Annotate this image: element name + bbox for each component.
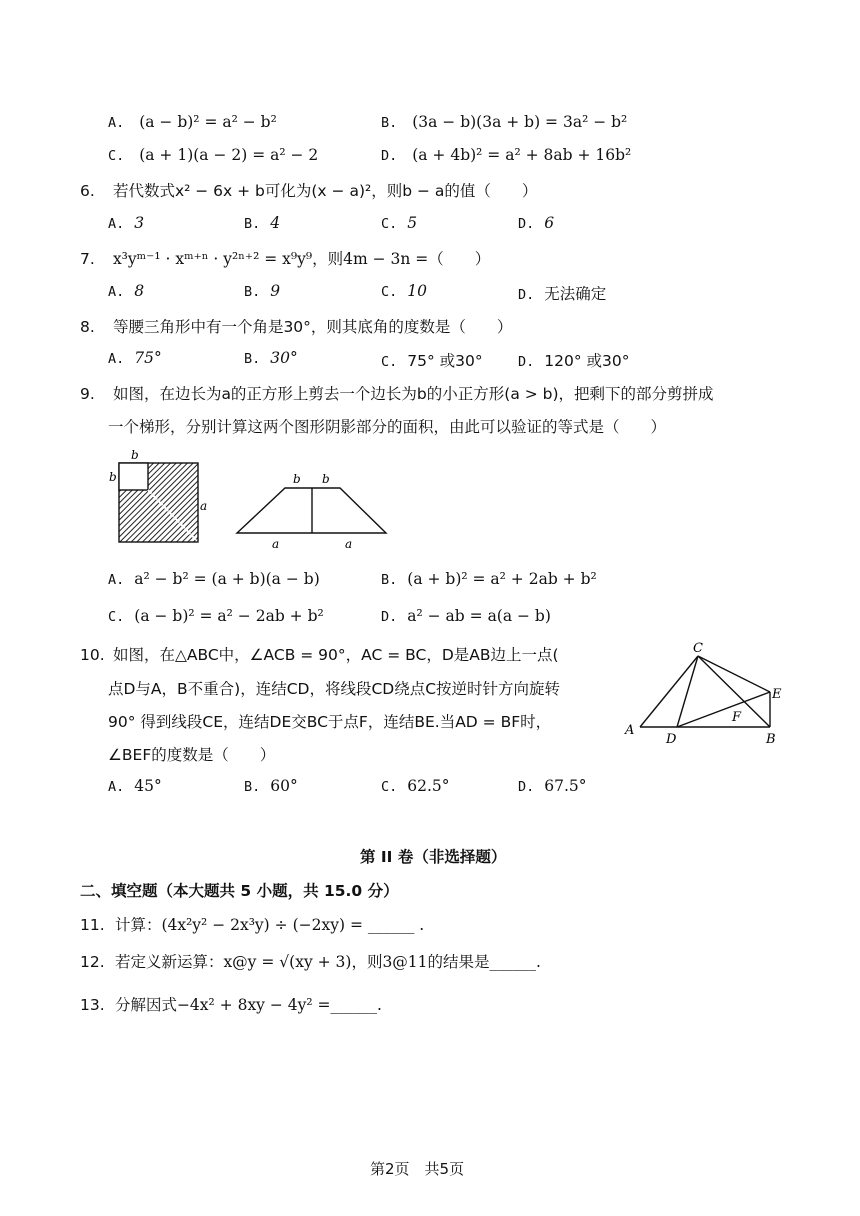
option-text: 4 — [270, 214, 281, 232]
question-text: 如图，在△ABC中，∠ACB = 90°，AC = BC，D是AB边上一点( — [112, 646, 559, 664]
q10-option-b — [244, 777, 298, 795]
question-text: 如图，在边长为a的正方形上剪去一个边长为b的小正方形(a > b)，把剩下的部分剪拼成 — [112, 385, 714, 403]
option-text: (3a − b)(3a + b) = 3a² − b² — [412, 113, 628, 131]
label-b-top: b — [131, 448, 139, 462]
point-label-b: B — [766, 732, 776, 747]
page-footer: 第2页 共5页 — [370, 1160, 465, 1178]
option-label: C. — [108, 609, 125, 625]
option-label: A. — [108, 779, 125, 795]
q6-option-a — [108, 214, 144, 232]
q10-option-d — [518, 777, 587, 795]
q6-option-d — [518, 214, 554, 232]
option-text: 30° — [270, 349, 298, 367]
option-text: 75° 或30° — [407, 352, 483, 370]
q7-option-b — [244, 282, 280, 300]
section-title: 第 II 卷（非选择题） — [360, 848, 507, 866]
option-label: C. — [108, 148, 125, 164]
option-text: 62.5° — [407, 777, 450, 795]
option-text: a² − ab = a(a − b) — [407, 607, 551, 625]
question-text: 若定义新运算：x@y = √(xy + 3)，则3@11的结果是______. — [114, 953, 541, 971]
option-label: C. — [381, 284, 398, 300]
q5-option-a — [108, 113, 277, 131]
question-text: 计算：(4x²y² − 2x³y) ÷ (−2xy) = ______ . — [114, 916, 425, 934]
option-text: 5 — [407, 214, 418, 232]
q7-option-d — [518, 282, 606, 304]
q5-option-d — [381, 146, 631, 164]
option-text: 45° — [134, 777, 162, 795]
option-text: 6 — [544, 214, 555, 232]
option-label: B. — [244, 779, 261, 795]
question-number: 8. — [80, 318, 95, 336]
point-label-a: A — [625, 723, 635, 738]
option-text: a² − b² = (a + b)(a − b) — [134, 570, 320, 588]
point-label-f: F — [732, 710, 742, 725]
q8-option-c — [381, 349, 483, 371]
option-label: D. — [518, 287, 535, 303]
option-label: B. — [244, 284, 261, 300]
question-text: 90° 得到线段CE，连结DE交BC于点F，连结BE.当AD = BF时， — [108, 713, 552, 731]
q13 — [80, 993, 382, 1015]
q9-square-figure — [100, 448, 220, 548]
segment-cd — [677, 656, 698, 727]
option-text: 10 — [407, 282, 427, 300]
question-number: 12. — [80, 953, 105, 971]
question-number: 6. — [80, 182, 95, 200]
question-number: 10. — [80, 646, 105, 664]
option-text: (a + b)² = a² + 2ab + b² — [407, 570, 597, 588]
label-b-2: b — [322, 472, 330, 486]
option-label: D. — [381, 148, 398, 164]
option-label: D. — [518, 354, 535, 370]
option-text: (a − b)² = a² − 2ab + b² — [134, 607, 324, 625]
segment-ac — [640, 656, 698, 727]
option-text: 67.5° — [544, 777, 587, 795]
q10-stem-line4 — [108, 743, 275, 765]
option-label: B. — [244, 216, 261, 232]
point-label-d: D — [666, 732, 677, 747]
q8-stem — [80, 315, 512, 337]
q6-stem — [80, 179, 537, 201]
option-label: B. — [381, 115, 398, 131]
q9-option-a — [108, 570, 320, 588]
question-text: 等腰三角形中有一个角是30°，则其底角的度数是（ ） — [112, 318, 513, 336]
option-text: (a + 1)(a − 2) = a² − 2 — [139, 146, 319, 164]
question-text: 分解因式−4x² + 8xy − 4y² =______. — [114, 996, 382, 1014]
segment-de — [677, 692, 770, 727]
q8-option-a — [108, 349, 162, 367]
label-b-1: b — [293, 472, 301, 486]
q7-option-a — [108, 282, 144, 300]
q5-option-c — [108, 146, 318, 164]
q7-stem — [80, 247, 490, 269]
option-label: B. — [381, 572, 398, 588]
option-label: B. — [244, 351, 261, 367]
question-number: 13. — [80, 996, 105, 1014]
label-a-right: a — [200, 499, 208, 513]
option-label: A. — [108, 216, 125, 232]
question-text: 点D与A，B不重合)，连结CD，将线段CD绕点C按逆时针方向旋转 — [108, 680, 561, 698]
q7-option-c — [381, 282, 427, 300]
option-label: A. — [108, 284, 125, 300]
q10-option-c — [381, 777, 450, 795]
q6-option-c — [381, 214, 417, 232]
q10-stem-line1 — [80, 643, 559, 665]
question-number: 9. — [80, 385, 95, 403]
label-a-1: a — [272, 537, 280, 550]
option-text: (a + 4b)² = a² + 8ab + 16b² — [412, 146, 632, 164]
option-text: 3 — [134, 214, 145, 232]
option-text: (a − b)² = a² − b² — [139, 113, 277, 131]
option-text: 60° — [270, 777, 298, 795]
label-a-2: a — [345, 537, 353, 550]
question-number: 7. — [80, 250, 95, 268]
cut-small-square — [119, 463, 148, 490]
part-heading: 二、填空题（本大题共 5 小题，共 15.0 分） — [80, 882, 399, 900]
q9-option-c — [108, 607, 324, 625]
q6-option-b — [244, 214, 280, 232]
option-text: 120° 或30° — [544, 352, 630, 370]
question-text: 若代数式x² − 6x + b可化为(x − a)²，则b − a的值（ ） — [112, 182, 538, 200]
question-text: ∠BEF的度数是（ ） — [108, 746, 276, 764]
q9-stem-line2 — [108, 415, 666, 437]
point-label-c: C — [693, 641, 703, 656]
question-text: x³yᵐ⁻¹ · xᵐ⁺ⁿ · y²ⁿ⁺² = x⁹y⁹，则4m − 3n =（ ） — [112, 250, 491, 268]
q9-option-d — [381, 607, 551, 625]
q9-stem-line1 — [80, 382, 714, 404]
q12 — [80, 950, 541, 972]
option-label: A. — [108, 351, 125, 367]
q5-option-b — [381, 113, 627, 131]
option-text: 75° — [134, 349, 162, 367]
q10-triangle-figure — [620, 640, 795, 750]
option-text: 9 — [270, 282, 281, 300]
option-text: 无法确定 — [544, 285, 607, 303]
option-label: D. — [518, 779, 535, 795]
segment-ce — [698, 656, 770, 692]
option-label: A. — [108, 572, 125, 588]
option-label: A. — [108, 115, 125, 131]
option-label: D. — [381, 609, 398, 625]
q10-stem-line3 — [108, 710, 551, 732]
option-label: D. — [518, 216, 535, 232]
option-label: C. — [381, 779, 398, 795]
q9-trapezoid-figure — [228, 468, 393, 550]
option-label: C. — [381, 354, 398, 370]
label-b-left: b — [109, 470, 117, 484]
question-number: 11. — [80, 916, 105, 934]
q10-stem-line2 — [108, 677, 560, 699]
q8-option-b — [244, 349, 298, 367]
point-label-e: E — [772, 687, 782, 702]
question-text: 一个梯形，分别计算这两个图形阴影部分的面积，由此可以验证的等式是（ ） — [108, 418, 667, 436]
option-label: C. — [381, 216, 398, 232]
q8-option-d — [518, 349, 630, 371]
option-text: 8 — [134, 282, 145, 300]
q10-option-a — [108, 777, 162, 795]
q11 — [80, 913, 424, 935]
q9-option-b — [381, 570, 597, 588]
